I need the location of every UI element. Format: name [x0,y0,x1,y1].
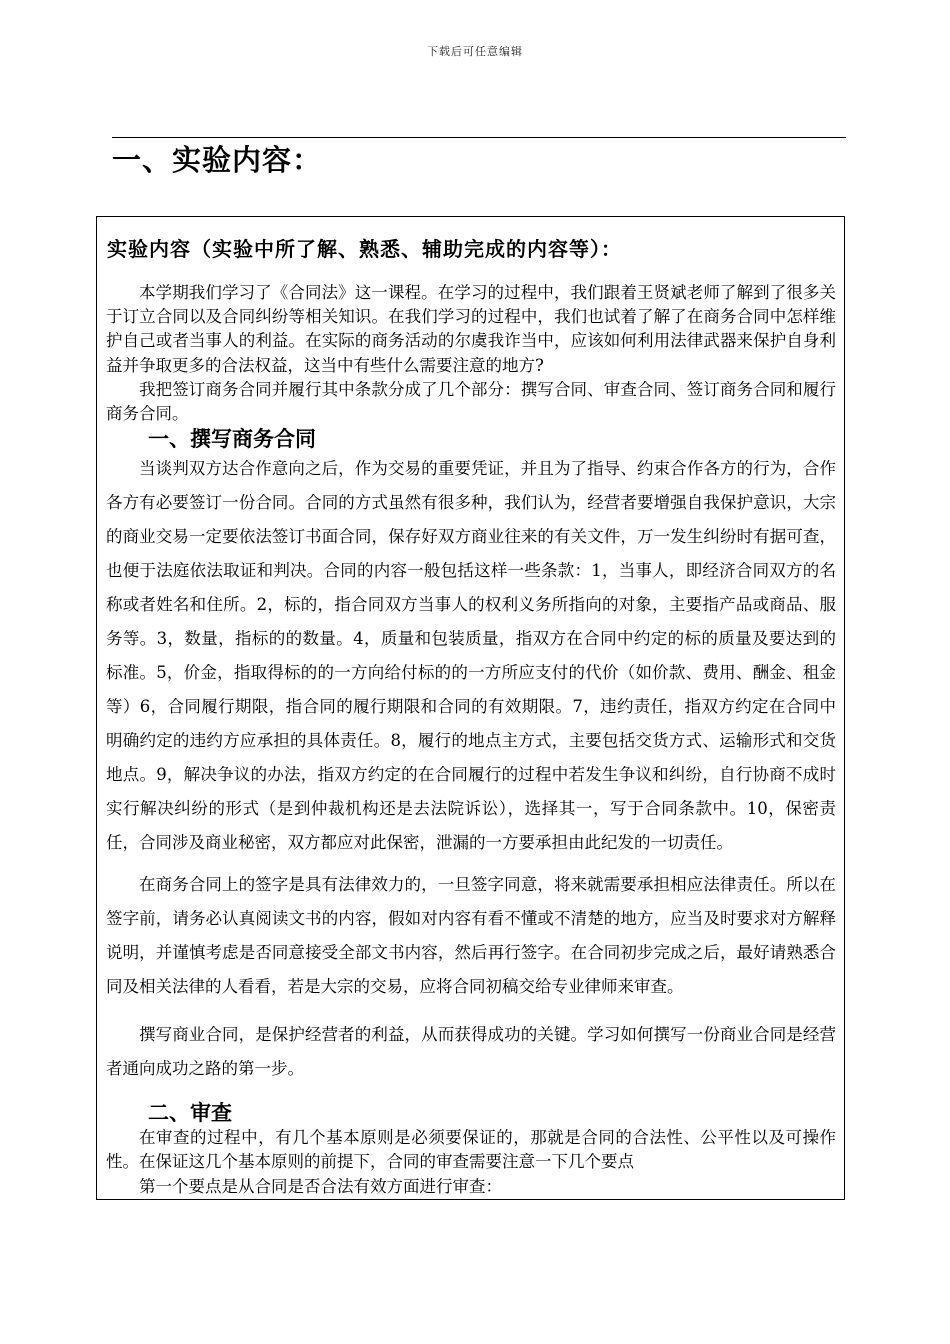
writing-paragraph-clauses: 当谈判双方达合作意向之后，作为交易的重要凭证，并且为了指导、约束合作各方的行为，合作各方有必要签订一份合同。合同的方式虽然有很多种，我们认为，经营者要增强自我保护意识，大宗的商业交易一定要依法签订书面合同，保存好双方商业往来的有关文件，万一发生纠纷时有据可查，也便于法庭依法取证和判决。合同的内容一般包括这样一些条款：1，当事人，即经济合同双方的名称或者姓名和住所。2，标的，指合同双方当事人的权利义务所指向的对象，主要指产品或商品、服务等。3，数量，指标的的数量。4，质量和包装质量，指双方在合同中约定的标的质量及要达到的标准。5，价金，指取得标的的一方向给付标的的一方所应支付的代价（如价款、费用、酬金、租金等）6，合同履行期限，指合同的履行期限和合同的有效期限。7，违约责任，指双方约定在合同中明确约定的违约方应承担的具体责任。8，履行的地点主方式，主要包括交货方式、运输形式和交货地点。9，解决争议的办法，指双方约定的在合同履行的过程中若发生争议和纠纷，自行协商不成时实行解决纠纷的形式（是到仲裁机构还是去法院诉讼），选择其一，写于合同条款中。10，保密责任，合同涉及商业秘密，双方都应对此保密，泄漏的一方要承担由此纪发的一切责任。 [106,459,836,853]
subsection-title-writing: 一、撰写商务合同 [148,427,316,452]
header-note: 下载后可任意编辑 [427,45,523,58]
subsection-title-review: 二、审查 [148,1101,232,1126]
content-body [106,281,836,1199]
review-paragraph-point1: 第一个要点是从合同是否合法有效方面进行审查： [139,1176,502,1196]
outline-paragraph: 我把签订商务合同并履行其中条款分成了几个部分：撰写合同、审查合同、签订商务合同和履行商务合同。 [106,379,836,424]
box-heading: 实验内容（实验中所了解、熟悉、辅助完成的内容等）： [107,237,622,261]
section-title: 一、实验内容： [112,143,323,177]
intro-paragraph: 本学期我们学习了《合同法》这一课程。在学习的过程中，我们跟着王贤斌老师了解到了很多关于订立合同以及合同纠纷等相关知识。在我们学习的过程中，我们也试着了解了在商务合同中怎样维护自己或者当事人的利益。在实际的商务活动的尔虞我诈当中，应该如何利用法律武器来保护自身利益并争取更多的合法权益，这当中有些什么需要注意的地方? [106,283,836,375]
writing-paragraph-signature: 在商务合同上的签字是具有法律效力的，一旦签字同意，将来就需要承担相应法律责任。所以在签字前，请务必认真阅读文书的内容，假如对内容有看不懂或不清楚的地方，应当及时要求对方解释说明，并谨慎考虑是否同意接受全部文书内容，然后再行签字。在合同初步完成之后，最好请熟悉合同及相关法律的人看看，若是大宗的交易，应将合同初稿交给专业律师来审查。 [106,875,836,997]
review-paragraph-principles: 在审查的过程中，有几个基本原则是必须要保证的，那就是合同的合法性、公平性以及可操作性。在保证这几个基本原则的前提下，合同的审查需要注意一下几个要点 [106,1128,836,1172]
content-box [96,216,845,1200]
writing-paragraph-conclusion: 撰写商业合同，是保护经营者的利益，从而获得成功的关键。学习如何撰写一份商业合同是经营者通向成功之路的第一步。 [106,1025,836,1079]
